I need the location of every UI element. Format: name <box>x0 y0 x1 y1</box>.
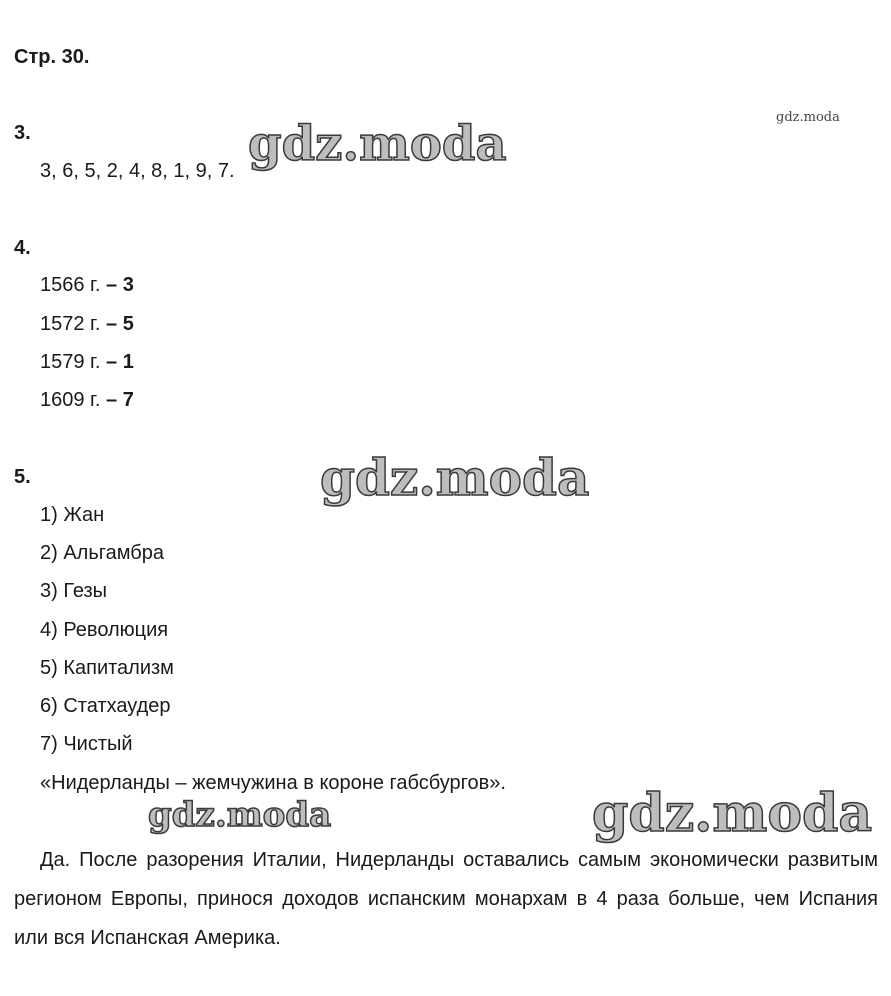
watermark-bottom-right: gdz.moda <box>592 783 873 844</box>
task4-item <box>40 389 134 412</box>
task3-number: 3. <box>14 122 31 144</box>
task5-item: 6) Статхаудер <box>40 695 171 717</box>
task4-year: 1609 г. <box>40 389 101 411</box>
task4-number: 4. <box>14 237 31 259</box>
watermark-small-top-right: gdz.moda <box>776 110 840 125</box>
task4-item <box>40 313 134 336</box>
watermark-bottom-left: gdz.moda <box>148 795 332 835</box>
task5-phrase: «Нидерланды – жемчужина в короне габсбургов». <box>40 772 506 794</box>
task5-item: 1) Жан <box>40 504 105 526</box>
task4-year: 1579 г. <box>40 351 101 373</box>
task4-answer: – 5 <box>106 313 134 335</box>
task4-answer: – 3 <box>106 274 134 296</box>
watermark-top: gdz.moda <box>248 116 507 172</box>
task5-number: 5. <box>14 466 31 488</box>
task5-item: 7) Чистый <box>40 733 133 755</box>
task3-sequence: 3, 6, 5, 2, 4, 8, 1, 9, 7. <box>40 160 235 182</box>
task4-year: 1566 г. <box>40 274 101 296</box>
page-header: Стр. 30. <box>14 46 90 68</box>
task4-item <box>40 274 134 297</box>
task5-item: 2) Альгамбра <box>40 542 164 564</box>
task4-answer: – 7 <box>106 389 134 411</box>
task5-item: 5) Капитализм <box>40 657 174 679</box>
task4-year: 1572 г. <box>40 313 101 335</box>
task5-explanation: Да. После разорения Италии, Нидерланды оставались самым экономически развитым регионом Европы, принося доходов испанским монархам в 4 раза больше, чем Испания или вся Испанская Америка. <box>14 849 878 949</box>
task4-answer: – 1 <box>106 351 134 373</box>
task5-item: 4) Революция <box>40 619 169 641</box>
task5-item: 3) Гезы <box>40 580 108 602</box>
task4-item <box>40 351 134 374</box>
watermark-middle: gdz.moda <box>320 448 590 507</box>
